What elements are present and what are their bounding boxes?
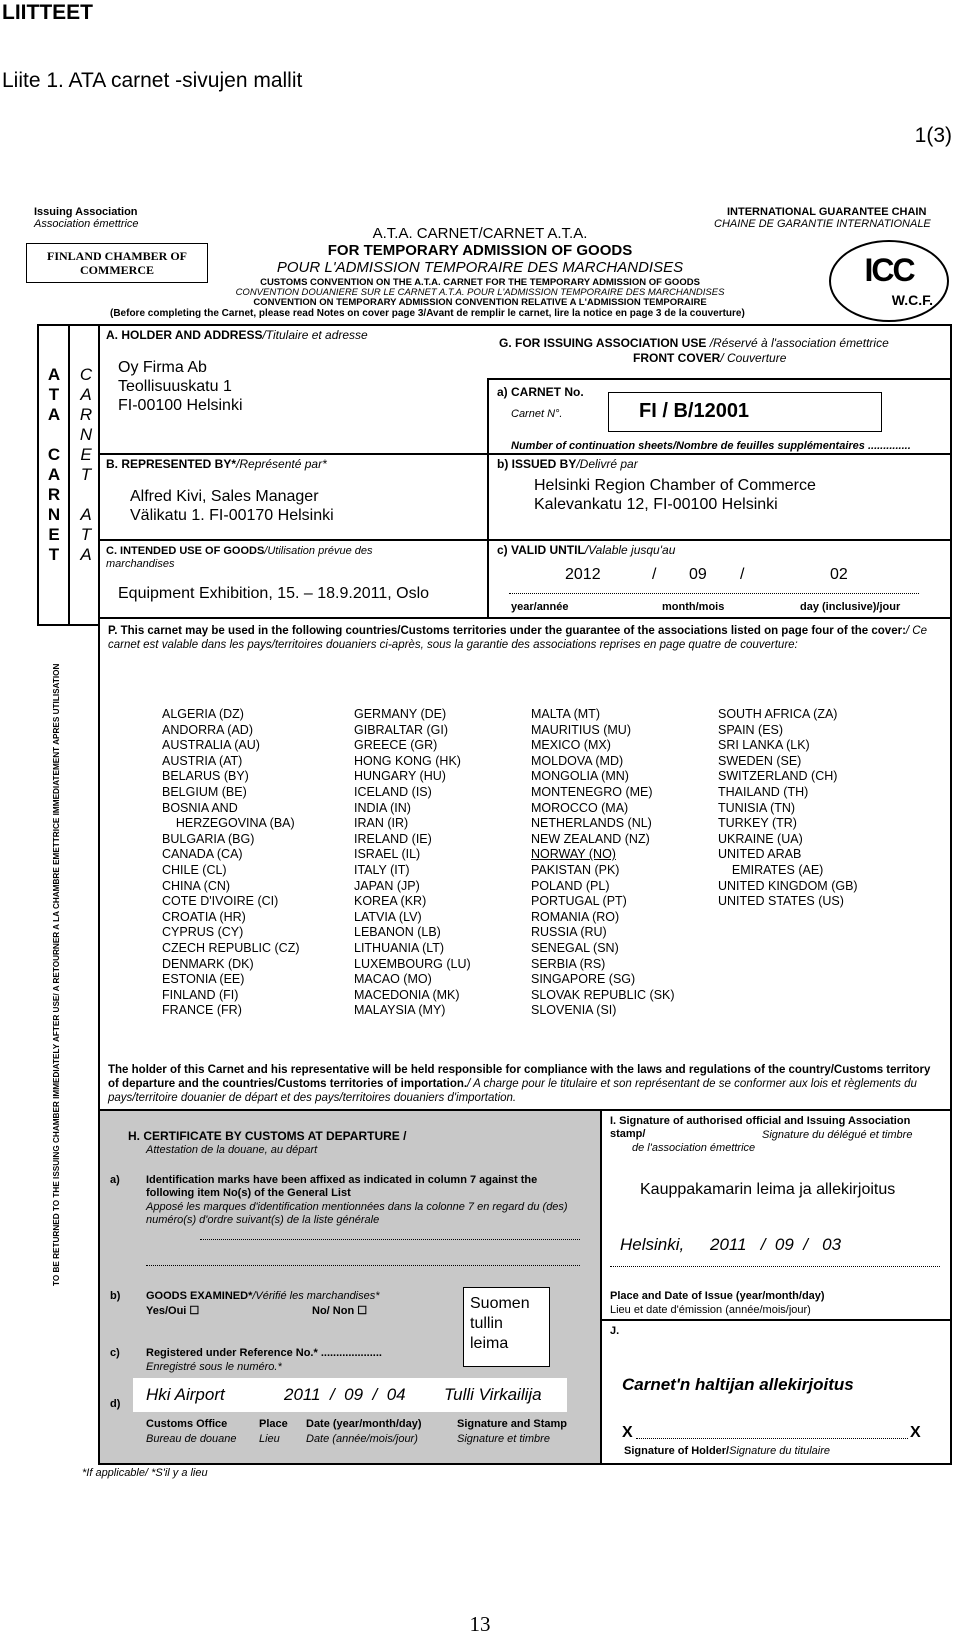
country-item: MALAYSIA (MY) [354, 1003, 446, 1018]
country-item: MONTENEGRO (ME) [531, 784, 653, 799]
country-item: HUNGARY (HU) [354, 769, 446, 784]
country-item: KOREA (KR) [354, 894, 427, 909]
country-item: UNITED KINGDOM (GB) [718, 878, 858, 893]
country-item: HONG KONG (HK) [354, 753, 461, 768]
holder-signature-label [624, 1445, 830, 1458]
country-item: BELARUS (BY) [162, 769, 249, 784]
holder-signature-label-fr: Signature du titulaire [729, 1445, 831, 1457]
country-item: CANADA (CA) [162, 847, 243, 862]
country-item: LEBANON (LB) [354, 925, 441, 940]
front-cover-title-fr: / Couverture [720, 351, 787, 365]
country-item: MONGOLIA (MN) [531, 769, 629, 784]
holder-city: FI-00100 Helsinki [118, 397, 243, 414]
valid-sep-2: / [740, 566, 745, 583]
section-c-title-fr: /Utilisation prévue des marchandises [106, 545, 373, 570]
divider-ab [98, 453, 487, 455]
h-a-dotted-1 [200, 1239, 580, 1240]
country-item: MEXICO (MX) [531, 738, 611, 753]
issuing-stamp-text: Kauppakamarin leima ja allekirjoitus [640, 1181, 896, 1198]
signature-dotted-line [636, 1438, 908, 1439]
d-header-place-fr: Lieu [259, 1433, 280, 1445]
country-item: CHILE (CL) [162, 862, 227, 877]
country-item: NETHERLANDS (NL) [531, 816, 652, 831]
d-header-place: Place [259, 1418, 288, 1430]
country-item: BELGIUM (BE) [162, 784, 247, 799]
h-a-text: Identification marks have been affixed as indicated in column 7 against the following item No(s) of the General List [146, 1174, 538, 1199]
country-item: ANDORRA (AD) [162, 722, 253, 737]
country-item: DENMARK (DK) [162, 956, 254, 971]
h-a-marker: a) [110, 1174, 120, 1186]
place-date-issue-label-fr: Lieu et date d'émission (année/mois/jour) [610, 1304, 811, 1316]
country-item: CROATIA (HR) [162, 909, 246, 924]
country-item: GERMANY (DE) [354, 707, 447, 721]
convention-line-2: CONVENTION DOUANIERE SUR LE CARNET A.T.A. POUR L'ADMISSION TEMPORAIRE DES MARCHANDISES [235, 287, 725, 298]
side-label-ata-carnet: A T A C A R N E T [47, 365, 61, 564]
country-item: ICELAND (IS) [354, 784, 432, 799]
country-item: EMIRATES (AE) [718, 862, 824, 877]
country-item: SERBIA (RS) [531, 956, 606, 971]
country-item: THAILAND (TH) [718, 784, 809, 799]
country-item: GIBRALTAR (GI) [354, 722, 448, 737]
country-column-2 [354, 707, 471, 1019]
country-item: MACEDONIA (MK) [354, 987, 460, 1002]
holder-responsibility-en: The holder of this Carnet and his representative will be held responsible for compliance with the laws and regulations of the country/Customs territory of departure and the countries/Customs territories of importation. [108, 1064, 931, 1090]
carnet-no-label: a) CARNET No. [497, 385, 584, 399]
country-item: BOSNIA AND [162, 800, 238, 815]
customs-office-value: Hki Airport [146, 1385, 225, 1404]
country-item: SLOVAK REPUBLIC (SK) [531, 987, 675, 1002]
issued-by-name: Helsinki Region Chamber of Commerce [534, 477, 816, 494]
country-item: SWEDEN (SE) [718, 753, 802, 768]
country-item: NEW ZEALAND (NZ) [531, 831, 650, 846]
country-item: MOROCCO (MA) [531, 800, 629, 815]
d-header-date: Date (year/month/day) [306, 1418, 422, 1430]
section-b-title: B. REPRESENTED BY* [106, 457, 237, 471]
valid-sep-1: / [652, 566, 657, 583]
country-item: SINGAPORE (SG) [531, 972, 636, 987]
country-item: SLOVENIA (SI) [531, 1003, 617, 1018]
country-item: LITHUANIA (LT) [354, 940, 445, 955]
h-d-marker: d) [110, 1398, 121, 1410]
country-item: JAPAN (JP) [354, 878, 420, 893]
country-item: UNITED STATES (US) [718, 894, 844, 909]
valid-month: 09 [689, 566, 707, 583]
country-item: ESTONIA (EE) [162, 972, 245, 987]
country-item: COTE D'IVOIRE (CI) [162, 894, 279, 909]
valid-year: 2012 [565, 566, 601, 583]
issued-by-title: b) ISSUED BY [497, 457, 577, 471]
signature-x-right: X [910, 1424, 921, 1441]
country-item: TURKEY (TR) [718, 816, 797, 831]
customs-stamp-box: Suomen tullin leima [463, 1287, 550, 1367]
customs-signature-value: Tulli Virkailija [444, 1385, 542, 1404]
holder-responsibility [108, 1063, 938, 1105]
country-item: CZECH REPUBLIC (CZ) [162, 940, 300, 955]
icc-logo [829, 240, 949, 322]
country-item: ROMANIA (RO) [531, 909, 620, 924]
country-item: LUXEMBOURG (LU) [354, 956, 471, 971]
page-reference: 1(3) [914, 124, 952, 147]
country-item: SOUTH AFRICA (ZA) [718, 707, 838, 721]
country-item: NORWAY (NO) [531, 847, 616, 862]
guarantee-chain-label-fr: CHAINE DE GARANTIE INTERNATIONALE [714, 218, 931, 230]
holder-name: Oy Firma Ab [118, 359, 207, 376]
h-c-text-fr: Enregistré sous le numéro.* [146, 1361, 282, 1373]
country-item: PORTUGAL (PT) [531, 894, 627, 909]
section-p-text [108, 624, 938, 652]
valid-until-title: c) VALID UNTIL [497, 543, 585, 557]
country-item: GREECE (GR) [354, 738, 438, 753]
country-item: UNITED ARAB [718, 847, 802, 862]
issue-place: Helsinki, [620, 1235, 685, 1254]
month-label: month/mois [662, 601, 725, 613]
place-date-issue-label: Place and Date of Issue (year/month/day) [610, 1290, 825, 1302]
icc-logo-text: ICC [864, 252, 914, 288]
country-item: IRELAND (IE) [354, 831, 432, 846]
country-item: HERZEGOVINA (BA) [162, 816, 295, 831]
divider-g-b [487, 453, 952, 455]
country-item: MAURITIUS (MU) [531, 722, 631, 737]
country-item: SRI LANKA (LK) [718, 738, 810, 753]
frame-left-bottom [37, 624, 99, 626]
country-item: CYPRUS (CY) [162, 925, 244, 940]
h-c-text: Registered under Reference No.* .................... [146, 1347, 382, 1359]
page-number: 13 [469, 1612, 491, 1636]
carnet-title-2: FOR TEMPORARY ADMISSION OF GOODS [327, 242, 633, 259]
front-cover-label [633, 351, 786, 365]
continuation-sheets: Number of continuation sheets/Nombre de feuilles supplémentaires .............. [511, 440, 911, 452]
holder-signature-label-en: Signature of Holder/ [624, 1445, 730, 1457]
d-header-signature-fr: Signature et timbre [457, 1433, 550, 1445]
customs-date-value: 2011 / 09 / 04 [284, 1385, 406, 1404]
section-p-text-en: P. This carnet may be used in the following countries/Customs territories under the guarantee of the associations listed on page four of the cover: [108, 625, 906, 637]
section-g-title: G. FOR ISSUING ASSOCIATION USE [499, 336, 707, 350]
country-item: AUSTRIA (AT) [162, 753, 243, 768]
issued-by-label [497, 457, 638, 471]
country-item: SENEGAL (SN) [531, 940, 619, 955]
d-header-customs-office-fr: Bureau de douane [146, 1433, 237, 1445]
issue-dotted-line [610, 1266, 940, 1267]
d-header-date-fr: Date (année/mois/jour) [306, 1433, 418, 1445]
section-j-label: J. [610, 1325, 620, 1337]
country-item: BULGARIA (BG) [162, 831, 255, 846]
country-item: CHINA (CN) [162, 878, 231, 893]
goods-examined-label-fr: /Vérifié les marchandises* [252, 1290, 380, 1302]
applicable-footnote: *If applicable/ *S'il y a lieu [82, 1467, 208, 1479]
country-item: RUSSIA (RU) [531, 925, 607, 940]
country-item: ISRAEL (IL) [354, 847, 421, 862]
d-header-customs-office: Customs Office [146, 1418, 228, 1430]
country-item: INDIA (IN) [354, 800, 411, 815]
country-item: PAKISTAN (PK) [531, 862, 620, 877]
valid-until-title-fr: /Valable jusqu'au [584, 543, 676, 557]
country-column-4 [718, 707, 858, 910]
section-g-title-fr: /Réservé à l'association émettrice [709, 336, 889, 350]
valid-until-label [497, 543, 675, 557]
section-b-label [106, 457, 327, 471]
country-item: FRANCE (FR) [162, 1003, 242, 1018]
convention-line-1: CUSTOMS CONVENTION ON THE A.T.A. CARNET FOR THE TEMPORARY ADMISSION OF GOODS [260, 277, 700, 288]
country-item: UKRAINE (UA) [718, 831, 803, 846]
day-label: day (inclusive)/jour [800, 601, 901, 613]
country-item: FINLAND (FI) [162, 987, 239, 1002]
section-i-title-fr: Signature du délégué et timbre de l'association émettrice [632, 1129, 913, 1154]
representative-name: Alfred Kivi, Sales Manager [130, 488, 319, 505]
goods-examined-yes[interactable]: Yes/Oui ☐ [146, 1305, 200, 1317]
country-item: SWITZERLAND (CH) [718, 769, 838, 784]
country-item: MALTA (MT) [531, 707, 600, 721]
return-note-vertical: TO BE RETURNED TO THE ISSUING CHAMBER IMMEDIATELY AFTER USE/ A RETOURNER A LA CHAMBRE EMETTRICE IMMEDIATEMENT APRES UTILISATION [52, 663, 61, 1286]
section-b-title-fr: /Représenté par* [236, 457, 327, 471]
frame-left-1 [37, 325, 39, 625]
d-header-signature: Signature and Stamp [457, 1418, 568, 1430]
issuing-association-label-fr: Association émettrice [34, 218, 139, 230]
carnet-title-3: POUR L'ADMISSION TEMPORAIRE DES MARCHANDISES [276, 259, 684, 276]
country-item: POLAND (PL) [531, 878, 610, 893]
h-c-marker: c) [110, 1347, 120, 1359]
country-item: TUNISIA (TN) [718, 800, 796, 815]
country-item: LATVIA (LV) [354, 909, 422, 924]
representative-address: Välikatu 1. FI-00170 Helsinki [130, 507, 334, 524]
page-subtitle: Liite 1. ATA carnet -sivujen mallit [2, 69, 303, 92]
valid-day: 02 [830, 566, 848, 583]
divider-bc [98, 539, 487, 541]
goods-examined-no[interactable]: No/ Non ☐ [312, 1305, 368, 1317]
issued-by-address: Kalevankatu 12, FI-00100 Helsinki [534, 496, 778, 513]
front-cover-title: FRONT COVER [633, 351, 721, 365]
section-c-label [106, 545, 436, 571]
signature-x-left: X [622, 1424, 633, 1441]
section-h-title-fr: Attestation de la douane, au départ [146, 1144, 318, 1156]
intended-use-value: Equipment Exhibition, 15. – 18.9.2011, Oslo [118, 585, 430, 602]
before-completing-note: (Before completing the Carnet, please read Notes on cover page 3/Avant de remplir le carnet, lire la notice en page 3 de la couverture) [110, 308, 745, 319]
wcf-text: W.C.F. [891, 292, 933, 308]
country-item: SPAIN (ES) [718, 722, 784, 737]
country-column-3 [531, 707, 675, 1019]
country-item: MACAO (MO) [354, 972, 432, 987]
h-a-dotted-2 [146, 1265, 580, 1266]
page-title: LIITTEET [2, 1, 93, 24]
divider-i-j [602, 1319, 952, 1321]
issuing-association-label: Issuing Association [34, 206, 138, 218]
section-h-title: H. CERTIFICATE BY CUSTOMS AT DEPARTURE / [128, 1129, 407, 1143]
carnet-no-label-fr: Carnet N°. [511, 408, 563, 420]
carnet-title: A.T.A. CARNET/CARNET A.T.A. [372, 225, 588, 242]
country-column-1 [162, 707, 300, 1019]
holder-signature-text: Carnet'n haltijan allekirjoitus [622, 1375, 854, 1394]
country-item: IRAN (IR) [354, 816, 409, 831]
side-label-carnet-ata: C A R N E T A T A [79, 365, 93, 564]
section-a-title-fr: /Titulaire et adresse [262, 328, 368, 342]
issued-by-title-fr: /Delivré par [576, 457, 638, 471]
section-a-title: A. HOLDER AND ADDRESS [106, 328, 263, 342]
issuer-box: FINLAND CHAMBER OF COMMERCE [26, 243, 208, 283]
guarantee-chain-label: INTERNATIONAL GUARANTEE CHAIN [727, 206, 927, 218]
divider-p [98, 617, 952, 619]
section-p-text-fr: / Ce carnet est valable dans les pays/territoires douaniers ci-après, sous la garantie des associations reprises en page quatre de couverture: [108, 625, 928, 651]
country-item: ITALY (IT) [354, 862, 410, 877]
carnet-form [0, 195, 960, 1555]
convention-line-3: CONVENTION ON TEMPORARY ADMISSION CONVENTION RELATIVE A L'ADMISSION TEMPORAIRE [253, 297, 707, 308]
goods-examined-label: GOODS EXAMINED* [146, 1290, 253, 1302]
frame-left-2 [68, 325, 70, 625]
section-a-label [106, 328, 368, 342]
country-item: AUSTRALIA (AU) [162, 738, 260, 753]
country-item: MOLDOVA (MD) [531, 753, 624, 768]
section-g-label [499, 336, 889, 350]
section-c-title: C. INTENDED USE OF GOODS [106, 545, 265, 557]
h-a-text-fr: Apposé les marques d'identification mentionnées dans la colonne 7 en regard du (des) numéro(s) d'ordre suivant(s) de la liste générale [146, 1201, 568, 1226]
carnet-number-box: FI / B/12001 [608, 392, 882, 432]
h-b-text [146, 1290, 380, 1303]
divider-h-i [600, 1111, 602, 1465]
issue-date: 2011 / 09 / 03 [710, 1235, 842, 1254]
holder-street: Teollisuuskatu 1 [118, 378, 232, 395]
valid-dotted-line [509, 593, 919, 594]
section-i-title: I. Signature of authorised official and Issuing Association stamp/ [610, 1115, 911, 1140]
year-label: year/année [511, 601, 569, 613]
holder-responsibility-fr: / A charge pour le titulaire et son représentant de se conformer aux lois et règlements du pays/territoire douanier de départ et des pays/territoires douaniers d'importation. [108, 1078, 917, 1104]
country-item: ALGERIA (DZ) [162, 707, 244, 721]
h-b-marker: b) [110, 1290, 121, 1302]
divider-g-c [487, 539, 952, 541]
